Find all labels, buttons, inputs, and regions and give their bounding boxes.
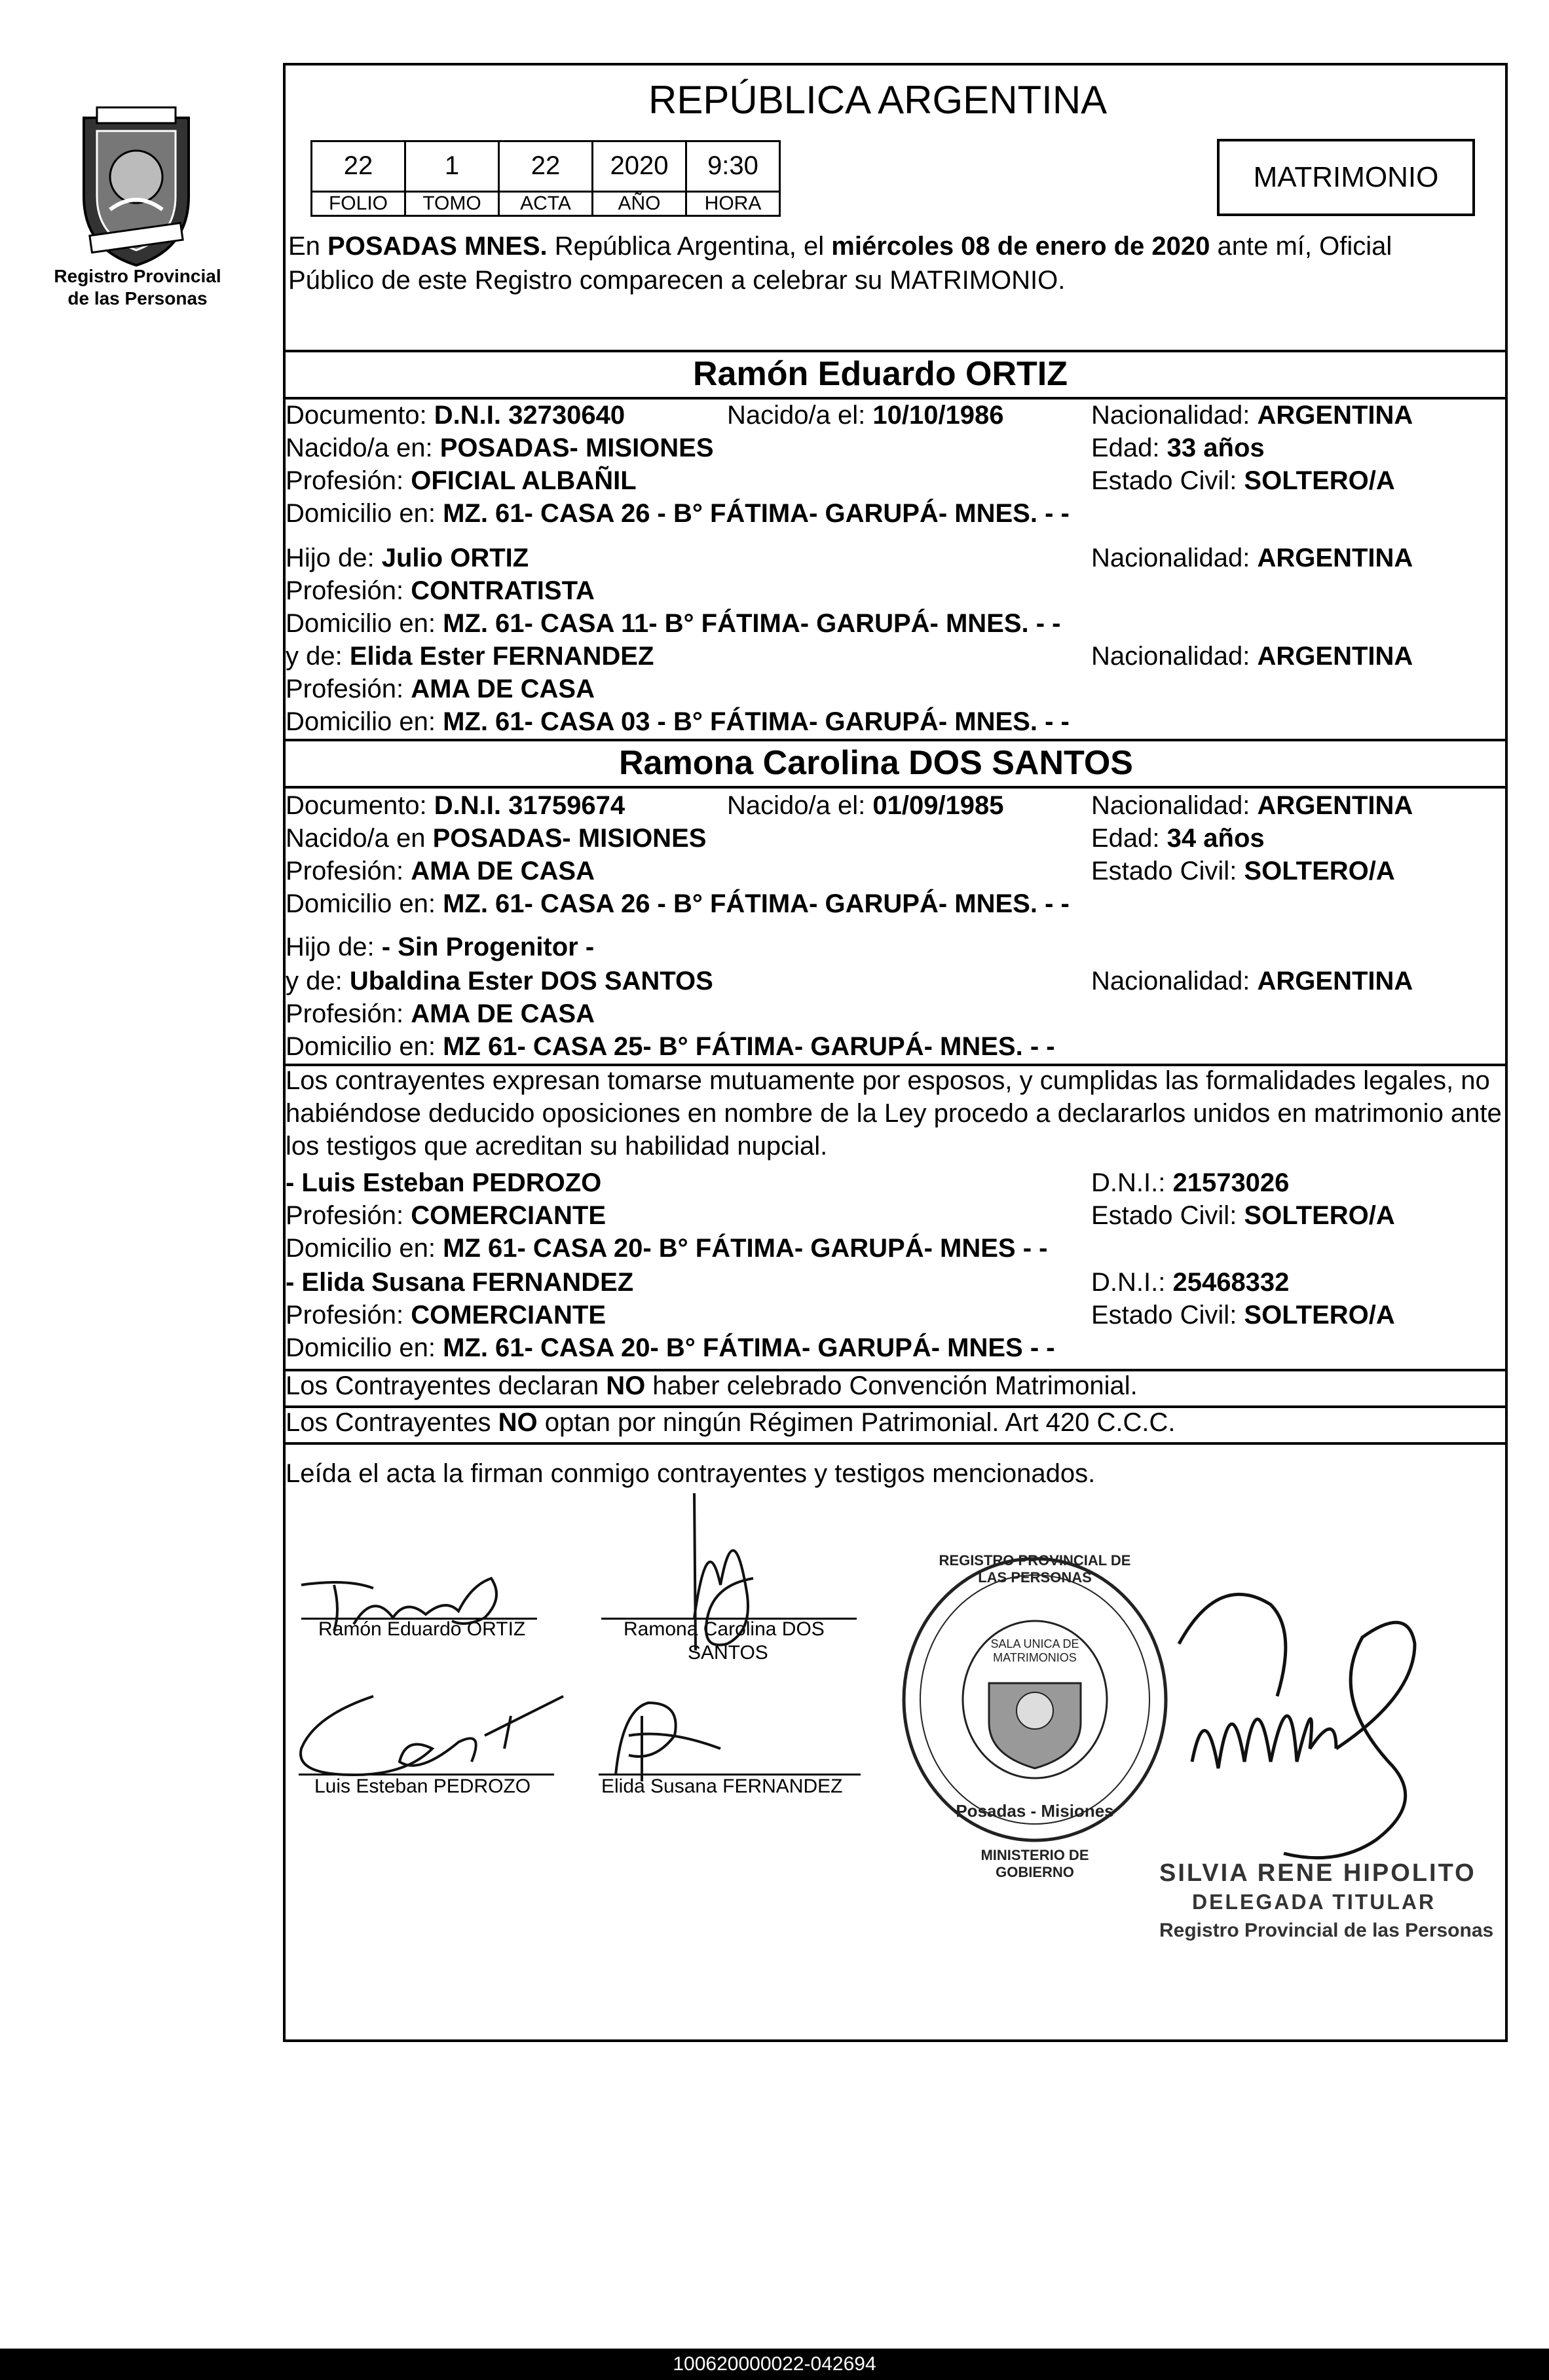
groom-civil-status: Estado Civil: SOLTERO/A: [1091, 466, 1395, 495]
footer-barcode-text: 100620000022-042694: [0, 2349, 1549, 2380]
groom-nationality: Nacionalidad: ARGENTINA: [1091, 401, 1413, 430]
witness-2-civil-status: Estado Civil: SOLTERO/A: [1091, 1301, 1395, 1329]
official-signature: [1140, 1565, 1454, 1880]
tomo-value: 1: [404, 140, 500, 193]
declaration-line-1: Los contrayentes expresan tomarse mutuamente por esposos, y cumplidas las formalidades legales, no: [286, 1066, 1490, 1095]
ano-value: 2020: [591, 140, 687, 193]
signature-name-bride-1: Ramona Carolina DOS: [624, 1618, 825, 1640]
groom-name: Ramón Eduardo ORTIZ: [693, 355, 1068, 393]
acta-value: 22: [498, 140, 593, 193]
divider-groom-top: [283, 350, 1508, 352]
groom-birthdate: Nacido/a el: 10/10/1986: [727, 401, 1004, 430]
ano-label: AÑO: [591, 191, 687, 217]
bride-age: Edad: 34 años: [1091, 824, 1265, 853]
stamp-outer-text: REGISTRO PROVINCIAL DE LAS PERSONAS: [939, 1552, 1131, 1586]
bride-birthplace: Nacido/a en POSADAS- MISIONES: [286, 824, 707, 853]
stamp-city-text: Posadas - Misiones: [956, 1801, 1114, 1821]
bride-civil-status: Estado Civil: SOLTERO/A: [1091, 857, 1395, 885]
groom-mother-address: Domicilio en: MZ. 61- CASA 03 - B° FÁTIMA- GARUPÁ- MNES. - -: [286, 707, 1070, 736]
bride-profession: Profesión: AMA DE CASA: [286, 857, 595, 885]
regime-statement: Los Contrayentes NO optan por ningún Régimen Patrimonial. Art 420 C.C.C.: [286, 1408, 1176, 1437]
stamp-inner-text: SALA UNICA DE MATRIMONIOS: [990, 1637, 1079, 1664]
bride-nationality: Nacionalidad: ARGENTINA: [1091, 791, 1413, 820]
intro-p2: República Argentina, el: [547, 232, 832, 261]
document-type-box: MATRIMONIO: [1217, 139, 1475, 216]
bride-document: Documento: D.N.I. 31759674: [286, 791, 625, 820]
witness-1-dni: D.N.I.: 21573026: [1091, 1168, 1290, 1197]
intro-city: POSADAS MNES.: [327, 232, 548, 261]
tomo-label: TOMO: [404, 191, 500, 217]
groom-father: Hijo de: Julio ORTIZ: [286, 544, 529, 572]
acta-label: ACTA: [498, 191, 593, 217]
witness-1-signature: [288, 1677, 576, 1794]
witness-2-signature: [603, 1690, 734, 1788]
witness-1-profession: Profesión: COMERCIANTE: [286, 1201, 606, 1230]
witness-1-name: - Luis Esteban PEDROZO: [286, 1168, 602, 1197]
intro-text: [288, 231, 1392, 262]
country-title: REPÚBLICA ARGENTINA: [648, 78, 1108, 122]
groom-age: Edad: 33 años: [1091, 434, 1265, 462]
groom-signature: [295, 1559, 544, 1644]
groom-address: Domicilio en: MZ. 61- CASA 26 - B° FÁTIMA- GARUPÁ- MNES. - -: [286, 499, 1070, 528]
official-title: DELEGADA TITULAR: [1192, 1890, 1436, 1914]
witness-2-dni: D.N.I.: 25468332: [1091, 1268, 1290, 1297]
witness-1-civil-status: Estado Civil: SOLTERO/A: [1091, 1201, 1395, 1230]
agency-name: [46, 265, 229, 310]
intro-line-2: Público de este Registro comparecen a celebrar su MATRIMONIO.: [288, 266, 1066, 295]
declaration-line-3: los testigos que acreditan su habilidad nupcial.: [286, 1132, 828, 1161]
intro-p3: ante mí, Oficial: [1210, 232, 1392, 261]
signature-name-witness-1: Luis Esteban PEDROZO: [314, 1776, 531, 1797]
convention-statement: Los Contrayentes declaran NO haber celebrado Convención Matrimonial.: [286, 1371, 1138, 1400]
intro-date: miércoles 08 de enero de 2020: [831, 232, 1210, 261]
folio-value: 22: [310, 140, 406, 193]
divider-bride-top: [283, 739, 1508, 741]
hora-label: HORA: [685, 191, 781, 217]
witness-2-profession: Profesión: COMERCIANTE: [286, 1301, 606, 1329]
agency-line-2: de las Personas: [67, 288, 208, 308]
folio-label: FOLIO: [310, 191, 406, 217]
bride-address: Domicilio en: MZ. 61- CASA 26 - B° FÁTIMA- GARUPÁ- MNES. - -: [286, 889, 1070, 918]
witness-1-address: Domicilio en: MZ 61- CASA 20- B° FÁTIMA- GARUPÁ- MNES - -: [286, 1234, 1048, 1263]
hora-value: 9:30: [685, 140, 781, 193]
groom-mother: y de: Elida Ester FERNANDEZ: [286, 642, 654, 671]
bride-birthdate: Nacido/a el: 01/09/1985: [727, 791, 1004, 820]
declaration-line-2: habiéndose deducido oposiciones en nombre de la Ley procedo a declararlos unidos en matrimonio ante: [286, 1099, 1502, 1128]
groom-father-address: Domicilio en: MZ. 61- CASA 11- B° FÁTIMA- GARUPÁ- MNES. - -: [286, 609, 1061, 638]
divider-closing-top: [283, 1442, 1508, 1445]
agency-line-1: Registro Provincial: [54, 266, 221, 286]
stamp-ministry-text: MINISTERIO DE GOBIERNO: [980, 1847, 1089, 1880]
groom-document: Documento: D.N.I. 32730640: [286, 401, 625, 430]
signature-name-bride-2: SANTOS: [688, 1642, 768, 1664]
coat-of-arms-logo: [71, 98, 202, 269]
witness-2-name: - Elida Susana FERNANDEZ: [286, 1268, 634, 1297]
signature-name-witness-2: Elida Susana FERNANDEZ: [601, 1776, 843, 1797]
intro-p1: En: [288, 232, 328, 261]
bride-name: Ramona Carolina DOS SANTOS: [619, 744, 1133, 782]
groom-mother-nationality: Nacionalidad: ARGENTINA: [1091, 642, 1413, 671]
bride-mother-nationality: Nacionalidad: ARGENTINA: [1091, 967, 1413, 995]
closing-statement: Leída el acta la firman conmigo contrayentes y testigos mencionados.: [286, 1459, 1096, 1488]
bride-signature: [675, 1487, 766, 1683]
official-office: Registro Provincial de las Personas: [1159, 1920, 1494, 1941]
official-name: SILVIA RENE HIPOLITO: [1159, 1859, 1476, 1887]
bride-mother-address: Domicilio en: MZ 61- CASA 25- B° FÁTIMA- GARUPÁ- MNES. - -: [286, 1032, 1055, 1061]
signature-name-groom: Ramón Eduardo ORTIZ: [318, 1618, 526, 1640]
divider-bride-name: [283, 786, 1508, 789]
groom-birthplace: Nacido/a en: POSADAS- MISIONES: [286, 434, 714, 462]
bride-mother: y de: Ubaldina Ester DOS SANTOS: [286, 967, 713, 995]
official-stamp: [891, 1539, 1179, 1893]
groom-father-profession: Profesión: CONTRATISTA: [286, 576, 595, 605]
bride-father: Hijo de: - Sin Progenitor -: [286, 933, 595, 961]
groom-mother-profession: Profesión: AMA DE CASA: [286, 675, 595, 703]
witness-2-address: Domicilio en: MZ. 61- CASA 20- B° FÁTIMA- GARUPÁ- MNES - -: [286, 1333, 1055, 1362]
bride-mother-profession: Profesión: AMA DE CASA: [286, 999, 595, 1028]
groom-profession: Profesión: OFICIAL ALBAÑIL: [286, 466, 637, 495]
groom-father-nationality: Nacionalidad: ARGENTINA: [1091, 544, 1413, 572]
